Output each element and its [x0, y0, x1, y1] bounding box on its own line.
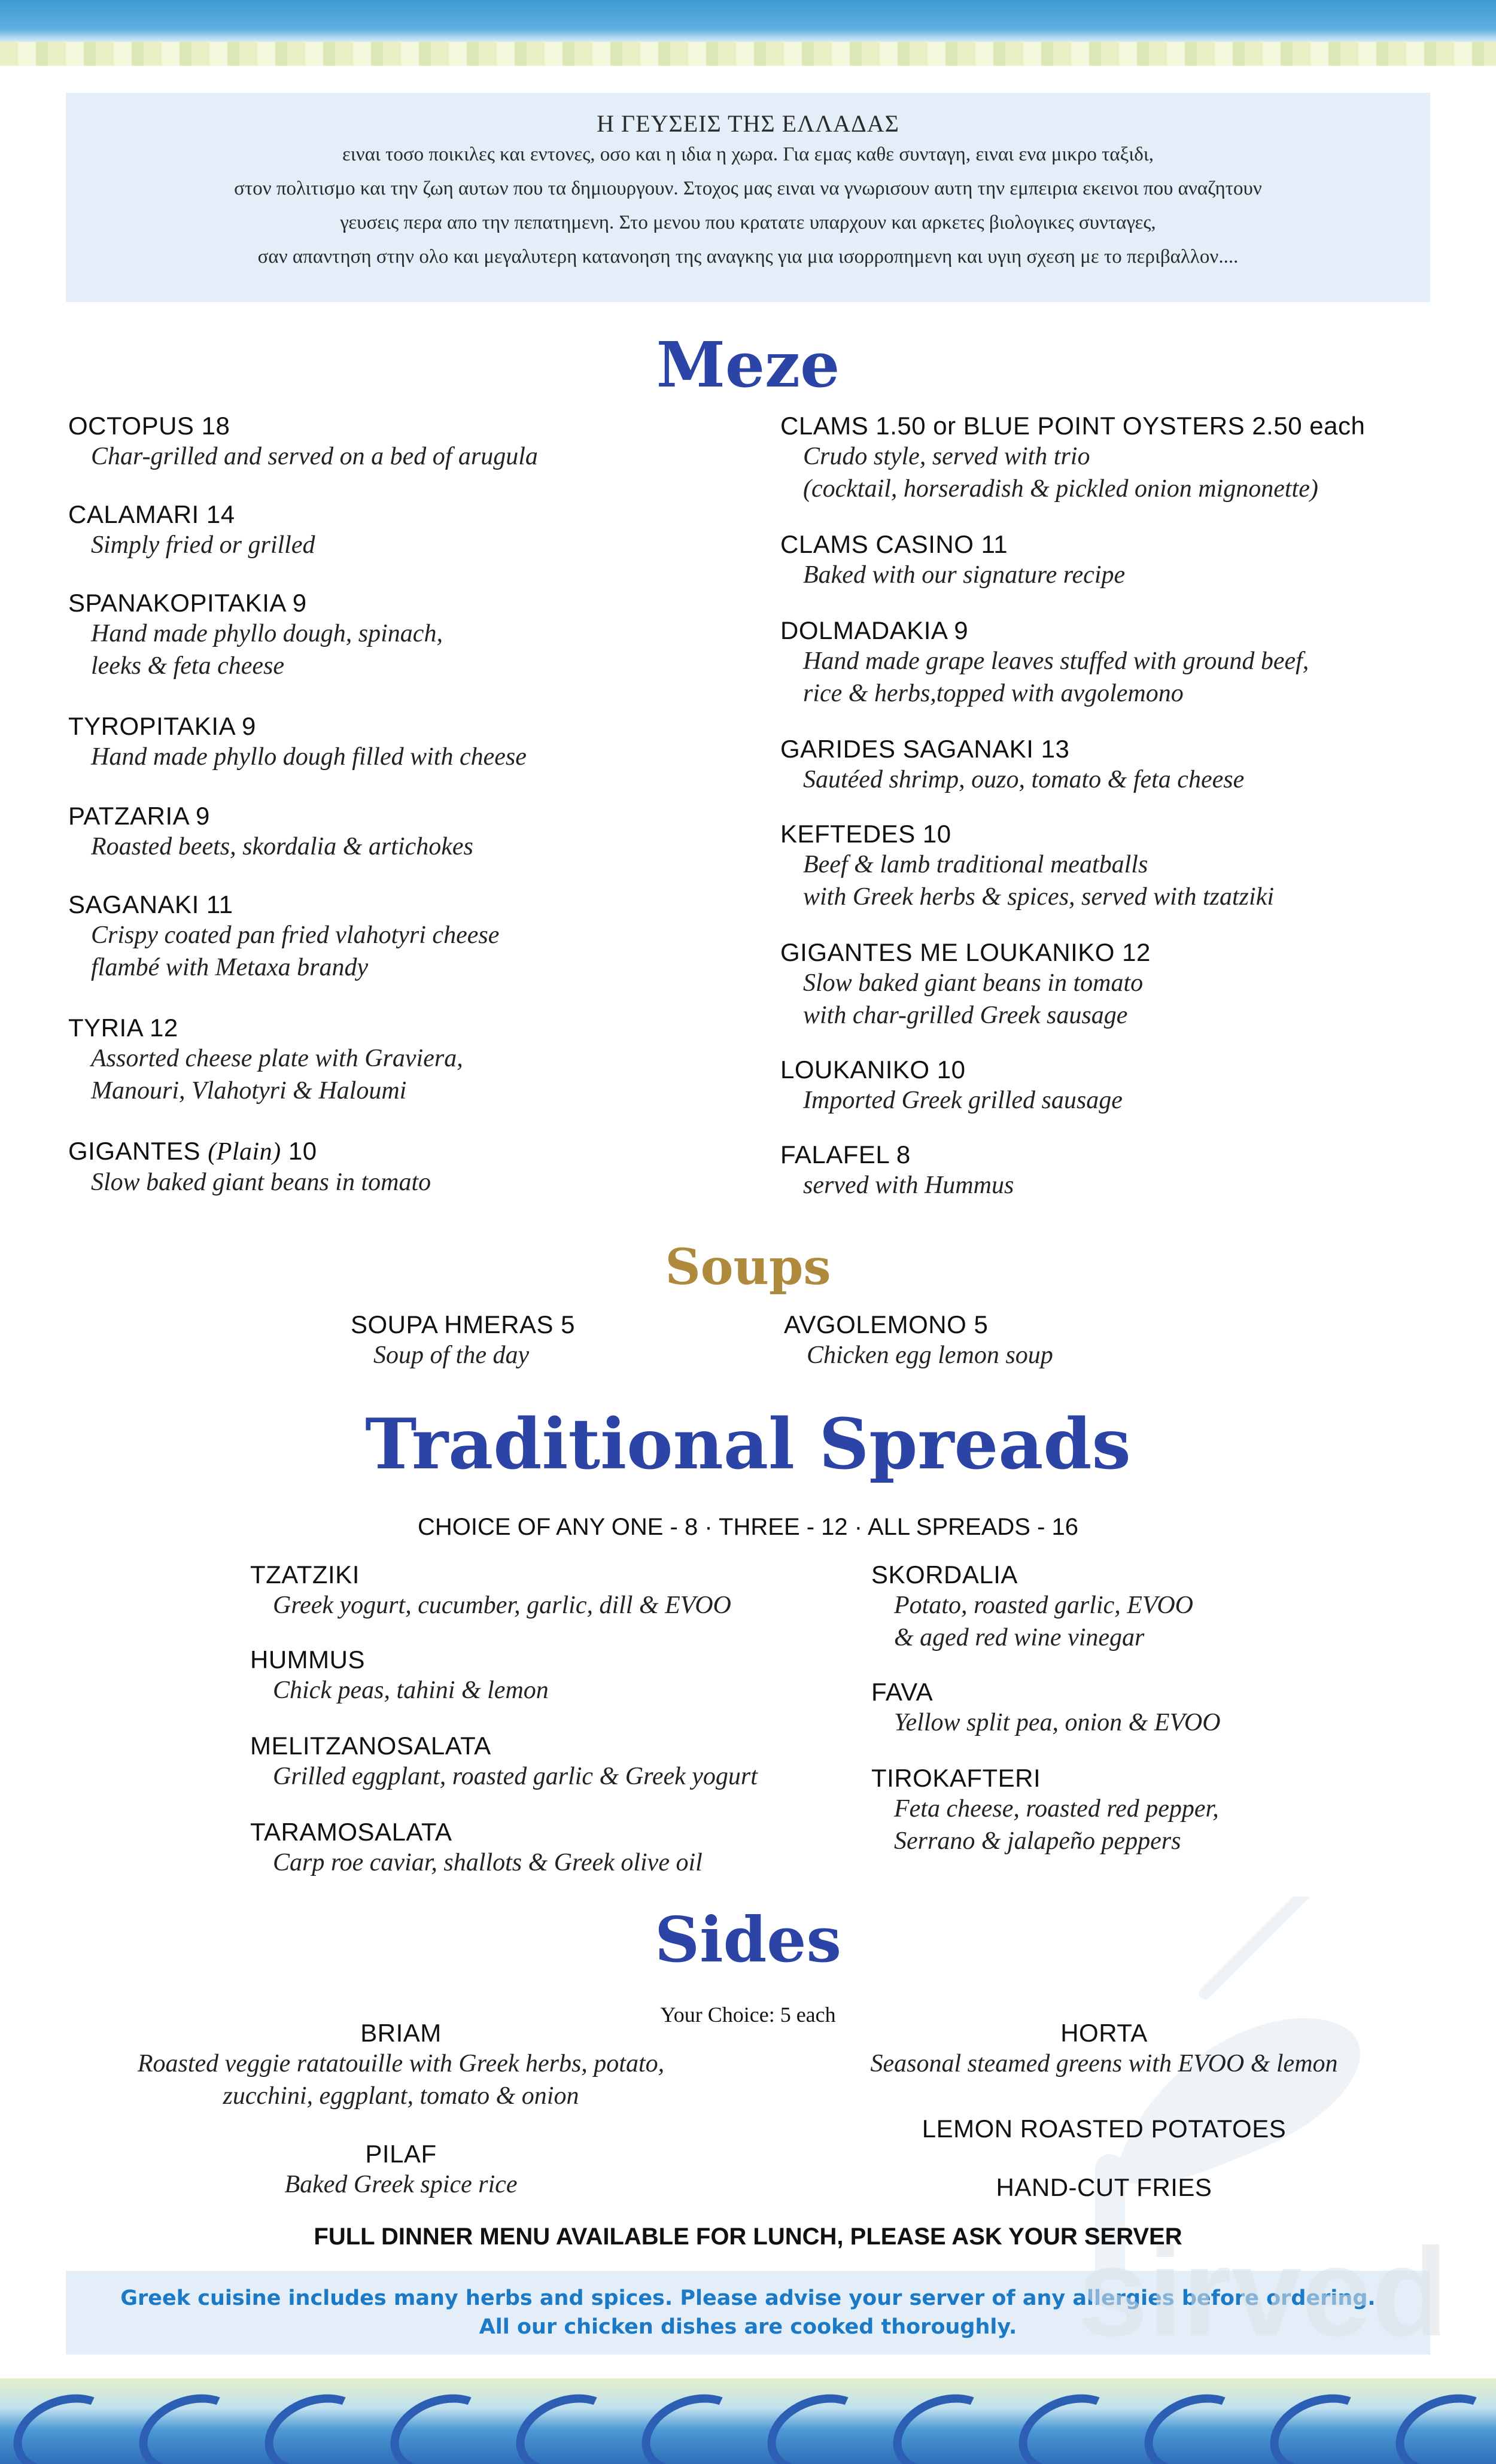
- item-name: HUMMUS: [250, 1645, 365, 1674]
- item-name: BRIAM: [360, 2019, 442, 2047]
- meze-item-falafel: [780, 1140, 1014, 1201]
- item-desc: Baked Greek spice rice: [284, 2171, 518, 2198]
- wave-icon: [127, 2380, 254, 2464]
- intro-line: γευσεις περα απο την πεπατημενη. Στο μενου που κρατατε υπαρχουν και αρκετες βιολογικες συνταγες,: [340, 212, 1156, 233]
- item-desc: Potato, roasted garlic, EVOO: [894, 1592, 1193, 1619]
- soup-item-soupa-hmeras: [351, 1310, 575, 1371]
- item-name: SAGANAKI 11: [68, 890, 233, 918]
- intro-line: στον πολιτισμο και την ζωη αυτων που τα δημιουργουν. Στοχος μας ειναι να γνωρισουν αυτη την εμπειρια εκεινοι που αναζητουν: [234, 178, 1262, 199]
- item-desc: Soup of the day: [373, 1341, 530, 1369]
- bottom-wave-border: [0, 2378, 1496, 2464]
- wave-icon: [253, 2380, 379, 2464]
- spread-item-tirokafteri: [871, 1764, 1219, 1857]
- item-name: TARAMOSALATA: [250, 1818, 452, 1846]
- item-desc: Seasonal steamed greens with EVOO & lemon: [870, 2050, 1338, 2077]
- lunch-notice: FULL DINNER MENU AVAILABLE FOR LUNCH, PLEASE ASK YOUR SERVER: [314, 2223, 1182, 2250]
- item-name: TYROPITAKIA 9: [68, 712, 256, 740]
- item-name: FALAFEL 8: [780, 1140, 911, 1169]
- item-desc: rice & herbs,topped with avgolemono: [803, 680, 1184, 707]
- intro-title: Η ΓΕΥΣΕΙΣ ΤΗΣ ΕΛΛΑΔΑΣ: [597, 110, 899, 137]
- item-name: SKORDALIA: [871, 1560, 1018, 1589]
- item-name: SOUPA HMERAS 5: [351, 1310, 575, 1339]
- item-desc: Greek yogurt, cucumber, garlic, dill & EVOO: [273, 1592, 731, 1619]
- spread-item-hummus: [250, 1645, 549, 1706]
- item-name: LEMON ROASTED POTATOES: [922, 2115, 1287, 2143]
- item-desc: Beef & lamb traditional meatballs: [803, 851, 1148, 878]
- item-desc: & aged red wine vinegar: [894, 1624, 1145, 1651]
- meze-item-gigantes: [68, 1137, 431, 1198]
- item-desc: Crudo style, served with trio: [803, 443, 1090, 470]
- item-desc: Chick peas, tahini & lemon: [273, 1677, 549, 1704]
- wave-icon: [1384, 2380, 1496, 2464]
- wave-icon: [1258, 2380, 1385, 2464]
- item-desc: Grilled eggplant, roasted garlic & Greek yogurt: [273, 1763, 758, 1790]
- item-name: AVGOLEMONO 5: [784, 1310, 989, 1339]
- item-desc: Imported Greek grilled sausage: [803, 1087, 1123, 1114]
- wave-icon: [756, 2380, 882, 2464]
- item-name: [68, 1137, 431, 1166]
- item-desc: Hand made phyllo dough filled with cheese: [91, 743, 527, 771]
- item-desc: Assorted cheese plate with Graviera,: [91, 1045, 463, 1072]
- item-name: TIROKAFTERI: [871, 1764, 1041, 1792]
- meze-item-tyria: [68, 1014, 463, 1107]
- item-name-note: (Plain): [208, 1138, 281, 1166]
- item-desc: Hand made phyllo dough, spinach,: [91, 620, 443, 647]
- side-item-pilaf: [84, 2140, 718, 2201]
- meze-item-patzaria: [68, 802, 473, 863]
- wave-icon: [881, 2380, 1008, 2464]
- item-desc: with char-grilled Greek sausage: [803, 1002, 1128, 1029]
- item-name: CALAMARI 14: [68, 500, 235, 528]
- meze-item-spanakopitakia: [68, 589, 443, 682]
- item-name: GARIDES SAGANAKI 13: [780, 735, 1070, 763]
- item-name: PATZARIA 9: [68, 802, 210, 830]
- item-desc: Sautéed shrimp, ouzo, tomato & feta cheese: [803, 766, 1245, 793]
- wave-icon: [1007, 2380, 1133, 2464]
- item-desc: Slow baked giant beans in tomato: [803, 969, 1144, 997]
- spreads-pricing: CHOICE OF ANY ONE - 8 · THREE - 12 · ALL SPREADS - 16: [417, 1514, 1079, 1540]
- meze-item-clams-casino: [780, 530, 1125, 591]
- wave-icon: [2, 2380, 128, 2464]
- meze-item-keftedes: [780, 820, 1274, 913]
- item-name: CLAMS CASINO 11: [780, 530, 1008, 558]
- intro-line: ειναι τοσο ποικιλες και εντονες, οσο και η ιδια η χωρα. Για εμας καθε συνταγη, ειναι ενα μικρο ταξιδι,: [342, 144, 1154, 165]
- item-name: OCTOPUS 18: [68, 412, 230, 440]
- meze-item-saganaki: [68, 890, 499, 984]
- item-desc: Roasted veggie ratatouille with Greek herbs, potato,: [137, 2050, 665, 2077]
- item-desc: (cocktail, horseradish & pickled onion mignonette): [803, 475, 1318, 503]
- wave-icon: [1133, 2380, 1259, 2464]
- side-item-lemon-roasted-potatoes: [778, 2115, 1430, 2143]
- meze-item-tyropitakia: [68, 712, 527, 773]
- item-name: FAVA: [871, 1678, 934, 1706]
- spread-item-melitzanosalata: [250, 1732, 758, 1793]
- wave-icon: [379, 2380, 505, 2464]
- item-name: HORTA: [1060, 2019, 1148, 2047]
- item-name: HAND-CUT FRIES: [996, 2173, 1212, 2201]
- item-desc: Carp roe caviar, shallots & Greek olive oil: [273, 1849, 703, 1876]
- meze-item-garides-saganaki: [780, 735, 1244, 796]
- item-desc: Manouri, Vlahotyri & Haloumi: [91, 1077, 407, 1105]
- top-decorative-band: [0, 0, 1496, 42]
- item-desc: leeks & feta cheese: [91, 652, 284, 680]
- spread-item-taramosalata: [250, 1818, 703, 1879]
- meze-item-octopus: [68, 412, 538, 473]
- item-name: CLAMS 1.50 or BLUE POINT OYSTERS 2.50 each: [780, 412, 1366, 440]
- intro-line: σαν απαντηση στην ολο και μεγαλυτερη κατανοηση της αναγκης για μια ισορροπημενη και υγιη σχεση με το περιβαλλον....: [257, 246, 1239, 267]
- item-name: LOUKANIKO 10: [780, 1055, 966, 1084]
- meze-title: Meze: [656, 328, 840, 401]
- meze-item-loukaniko: [780, 1055, 1123, 1117]
- spread-item-tzatziki: [250, 1560, 731, 1622]
- item-name: TZATZIKI: [250, 1560, 360, 1589]
- intro-box: [66, 93, 1430, 302]
- meze-item-gigantes-me-loukaniko: [780, 938, 1151, 1032]
- item-desc: Char-grilled and served on a bed of arugula: [91, 443, 538, 470]
- item-desc: Baked with our signature recipe: [803, 561, 1126, 589]
- meze-item-clams-oysters: [780, 412, 1365, 505]
- item-name: GIGANTES ME LOUKANIKO 12: [780, 938, 1151, 966]
- item-name: MELITZANOSALATA: [250, 1732, 491, 1760]
- spreads-title: Traditional Spreads: [365, 1404, 1131, 1485]
- meze-item-dolmadakia: [780, 616, 1309, 710]
- item-name-part: GIGANTES: [68, 1137, 208, 1165]
- wave-icon: [504, 2380, 631, 2464]
- sides-subtitle: Your Choice: 5 each: [660, 2003, 836, 2027]
- item-name: TYRIA 12: [68, 1014, 178, 1042]
- item-desc: Serrano & jalapeño peppers: [894, 1827, 1181, 1855]
- item-name: PILAF: [365, 2140, 437, 2168]
- item-name-price: 10: [281, 1137, 317, 1165]
- top-decorative-strip: [0, 42, 1496, 66]
- item-name: KEFTEDES 10: [780, 820, 951, 848]
- allergy-notice-line: Greek cuisine includes many herbs and spices. Please advise your server of any allergies before ordering.: [120, 2286, 1376, 2310]
- item-desc: served with Hummus: [803, 1172, 1014, 1199]
- soup-item-avgolemono: [784, 1310, 1053, 1371]
- item-desc: zucchini, eggplant, tomato & onion: [223, 2082, 579, 2110]
- watermark-logo: sirved: [1078, 2222, 1448, 2362]
- item-desc: Feta cheese, roasted red pepper,: [894, 1795, 1219, 1823]
- item-name: DOLMADAKIA 9: [780, 616, 969, 644]
- spread-item-fava: [871, 1678, 1221, 1739]
- soups-title: Soups: [665, 1239, 831, 1296]
- item-desc: with Greek herbs & spices, served with tzatziki: [803, 883, 1275, 911]
- item-desc: Roasted beets, skordalia & artichokes: [91, 833, 473, 860]
- item-desc: Hand made grape leaves stuffed with ground beef,: [803, 647, 1309, 675]
- item-desc: Yellow split pea, onion & EVOO: [894, 1709, 1221, 1736]
- item-desc: Slow baked giant beans in tomato: [91, 1169, 431, 1196]
- side-item-horta: [778, 2019, 1430, 2080]
- item-desc: Chicken egg lemon soup: [807, 1341, 1053, 1369]
- item-desc: flambé with Metaxa brandy: [91, 954, 369, 981]
- side-item-hand-cut-fries: [778, 2173, 1430, 2202]
- meze-item-calamari: [68, 500, 315, 561]
- allergy-notice-line: All our chicken dishes are cooked thoroughly.: [479, 2315, 1017, 2339]
- item-desc: Crispy coated pan fried vlahotyri cheese: [91, 921, 500, 949]
- spread-item-skordalia: [871, 1560, 1193, 1654]
- side-item-briam: [84, 2019, 718, 2112]
- wave-icon: [630, 2380, 756, 2464]
- sides-title: Sides: [654, 1903, 842, 1976]
- item-name: SPANAKOPITAKIA 9: [68, 589, 307, 617]
- item-desc: Simply fried or grilled: [91, 531, 315, 559]
